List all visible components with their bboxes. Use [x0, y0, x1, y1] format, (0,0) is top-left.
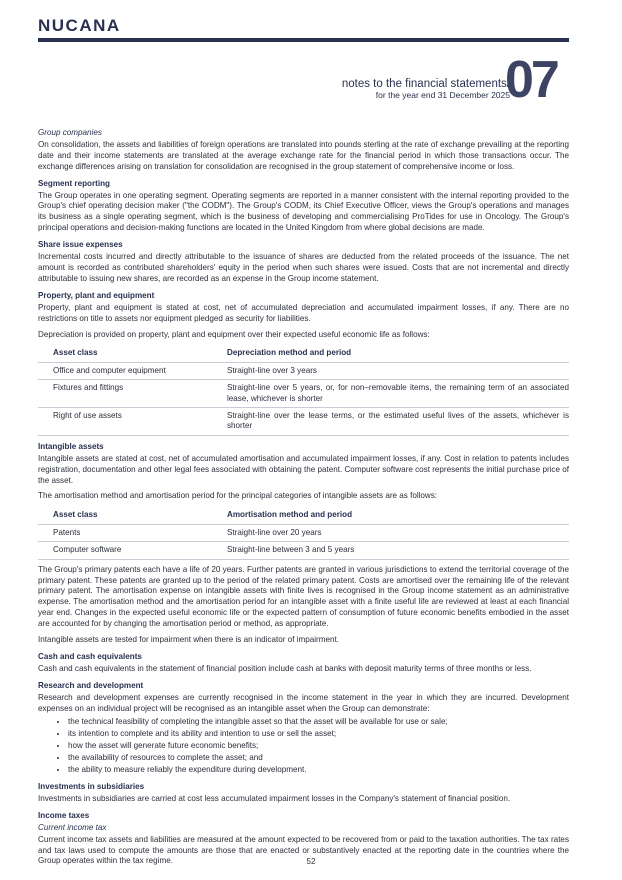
table-cell: Straight-line over the lease terms, or the estimated useful lives of the assets, whichever is shorter [213, 408, 569, 436]
table-cell: Fixtures and fittings [38, 380, 213, 408]
share-issue-heading: Share issue expenses [38, 240, 123, 250]
table-row [38, 380, 569, 408]
list-item: • the ability to measure reliably the expenditure during development. [68, 765, 569, 776]
amortisation-intro: The amortisation method and amortisation period for the principal categories of intangible assets are as follows: [38, 491, 438, 501]
group-companies-heading: Group companies [38, 128, 102, 137]
page-body [38, 128, 569, 872]
investments-heading: Investments in subsidiaries [38, 782, 145, 791]
table-header-cell: Asset class [38, 345, 213, 362]
investments-text: Investments in subsidiaries are carried at cost less accumulated impairment losses in the Company's statement of financial position. [38, 793, 511, 803]
share-issue-text: Incremental costs incurred and directly attributable to the issuance of shares are deducted from the related proceeds of the issuance. The net amount is recorded as contributed shareholders' equity in the period when such shares were issued. Costs that are not incremental and directly attributable to issuing new shares, are recorded as an expense in the Group income statement. [38, 252, 569, 283]
company-logo: NUCANA [38, 16, 121, 35]
cash-text: Cash and cash equivalents in the statement of financial position include cash at banks with deposit maturity terms of three months or less. [38, 663, 532, 673]
table-cell: Right of use assets [38, 408, 213, 436]
impairment-text: Intangible assets are tested for impairment when there is an indicator of impairment. [38, 635, 339, 645]
table-header-cell: Amortisation method and period [213, 507, 569, 524]
section-header [342, 78, 510, 100]
list-item: • how the asset will generate future economic benefits; [68, 741, 569, 752]
list-item: • the technical feasibility of completing the intangible asset so that the asset will be available for use or sale; [68, 717, 569, 728]
table-header-cell: Depreciation method and period [213, 345, 569, 362]
table-row [38, 362, 569, 379]
table-cell: Office and computer equipment [38, 362, 213, 379]
page-number: 52 [306, 857, 316, 866]
list-item: • its intention to complete and its ability and intention to use or sell the asset; [68, 729, 569, 740]
table-cell: Patents [38, 524, 213, 541]
chapter-number: 07 [505, 51, 557, 109]
rnd-heading: Research and development [38, 680, 144, 690]
ppe-heading: Property, plant and equipment [38, 290, 155, 300]
intangible-text: Intangible assets are stated at cost, net of accumulated amortisation and accumulated impairment losses, if any. Cost in relation to patents includes registration, documentation and other legal fees associated with obtaining the patent. Computer software cost represents the initial purchase price of the asset. [38, 453, 569, 485]
section-title: notes to the financial statements/ [341, 78, 510, 90]
table-header-cell: Asset class [38, 507, 213, 524]
table-row [38, 408, 569, 436]
current-income-tax-subheading: Current income tax [38, 822, 107, 832]
intangible-heading: Intangible assets [38, 441, 104, 451]
table-cell: Straight-line over 5 years, or, for non–removable items, the remaining term of an associated lease, whichever is shorter [213, 380, 569, 408]
table-cell: Computer software [38, 542, 213, 559]
group-companies-text: On consolidation, the assets and liabilities of foreign operations are translated into pounds sterling at the rate of exchange prevailing at the reporting date and their income statements are translated at the average exchange rate for the financial period in which those transactions occur. The exchange differences arising on translation for consolidation are recognised in the group statement of comprehensive income or loss. [38, 139, 569, 171]
table-row [38, 524, 569, 541]
income-taxes-text: Current income tax assets and liabilities are measured at the amount expected to be recovered from or paid to the taxation authorities. The tax rates and tax laws used to compute the amounts are those that are enacted or substantively enacted at the reporting date in the countries where the Group operates within the tax regime. [38, 834, 569, 866]
table-cell: Straight-line over 20 years [213, 524, 569, 541]
rnd-criteria-list [38, 717, 569, 776]
segment-reporting-text: The Group operates in one operating segment. Operating segments are reported in a manner consistent with the internal reporting provided to the Group's chief operating decision maker ("the CODM"). The Group's CODM, its Chief Executive Officer, views the Group's operations and manages its business as a single operating segment, which is the business of developing and commercialising ProTides for use in Oncology. The Group's principal operations and decision-making functions are located in the United Kingdom from where global decisions are made. [38, 190, 569, 233]
table-row [38, 542, 569, 559]
income-taxes-heading: Income taxes [38, 810, 90, 820]
header-rule [38, 38, 569, 42]
section-subtitle: for the year end 31 December 2025 [375, 89, 510, 100]
table-cell: Straight-line between 3 and 5 years [213, 542, 569, 559]
rnd-text: Research and development expenses are currently recognised in the income statement in the year in which they are incurred. Development expenses on an individual project will be recognised as an intangible asset when the Group can demonstrate: [38, 692, 569, 713]
table-header-row [38, 507, 569, 524]
segment-reporting-heading: Segment reporting [38, 178, 110, 188]
table-cell: Straight-line over 3 years [213, 362, 569, 379]
depreciation-table [38, 345, 569, 435]
ppe-depreciation-intro: Depreciation is provided on property, plant and equipment over their expected useful economic life as follows: [38, 329, 430, 339]
table-header-row [38, 345, 569, 362]
patents-text: The Group's primary patents each have a life of 20 years. Further patents are granted in various jurisdictions to extend the territorial coverage of the primary patent. These patents are granted up to the period of the related primary patent. Costs are amortised over the remaining life of the relevant primary patent. The amortisation expense on intangible assets with finite lives is recognised in the Group income statement as an administrative expense. The amortisation method and the amortisation period for an intangible asset with a finite useful life are reviewed at least at each financial year end. Changes in the expected useful economic life or the expected pattern of consumption of future economic benefits embodied in the asset are accounted for by changing the amortisation period or method, as appropriate. [38, 564, 569, 629]
cash-heading: Cash and cash equivalents [38, 651, 142, 661]
ppe-text: Property, plant and equipment is stated at cost, net of accumulated depreciation and accumulated impairment losses, if any. There are no restrictions on title to assets nor equipment pledged as security for liabilities. [38, 302, 569, 323]
list-item: • the availability of resources to complete the asset; and [68, 753, 569, 764]
amortisation-table [38, 507, 569, 559]
